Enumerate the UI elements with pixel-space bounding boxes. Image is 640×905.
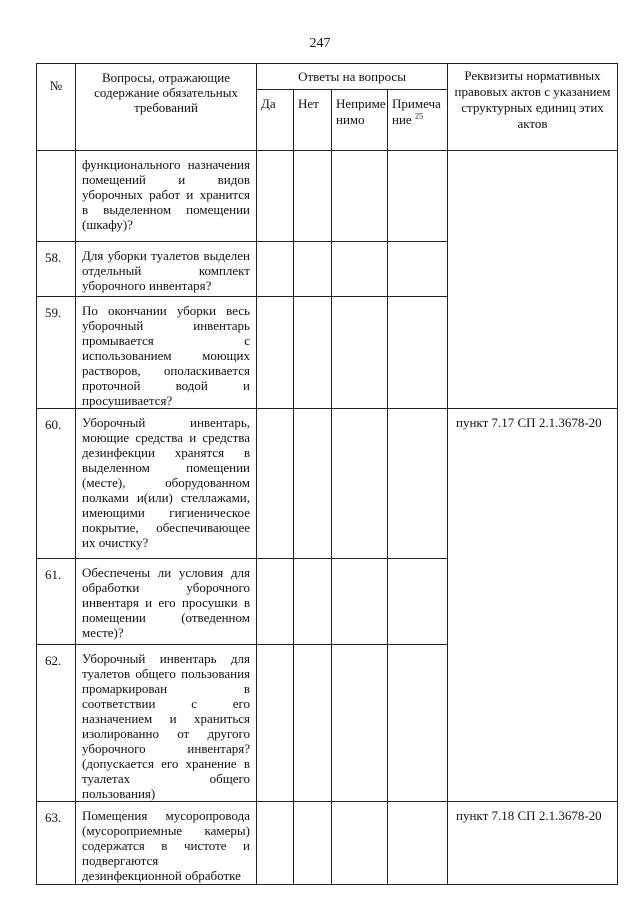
answer-not-applicable-cell[interactable] [332,242,388,297]
row-number: 61. [37,559,76,645]
answer-no-cell[interactable] [294,297,332,409]
checklist-table [36,63,618,885]
row-number [37,151,76,242]
row-question: По окончании уборки весь уборочный инвентарь промывается с использованием моющих растворов, ополаскивается проточной водой и просушивается? [76,297,257,409]
answer-yes-cell[interactable] [257,559,294,645]
answer-not-applicable-cell[interactable] [332,645,388,802]
table-row [37,409,618,559]
header-yes: Да [257,90,294,151]
row-question: Для уборки туалетов выделен отдельный комплект уборочного инвентаря? [76,242,257,297]
answer-note-cell[interactable] [388,242,448,297]
answer-no-cell[interactable] [294,802,332,885]
row-number: 59. [37,297,76,409]
answer-not-applicable-cell[interactable] [332,151,388,242]
answer-note-cell[interactable] [388,297,448,409]
answer-no-cell[interactable] [294,151,332,242]
row-requisites [448,151,618,409]
row-question: Уборочный инвентарь для туалетов общего пользования промаркирован в соответствии с его назначением и храниться изолированно от другого уборочного инвентаря? (допускается его хранение в туалетах общего пользования) [76,645,257,802]
answer-yes-cell[interactable] [257,802,294,885]
row-question: функционального назначения помещений и видов уборочных работ и хранится в выделенном помещении (шкафу)? [76,151,257,242]
answer-no-cell[interactable] [294,645,332,802]
row-number: 62. [37,645,76,802]
answer-yes-cell[interactable] [257,242,294,297]
answer-no-cell[interactable] [294,559,332,645]
answer-no-cell[interactable] [294,409,332,559]
answer-not-applicable-cell[interactable] [332,802,388,885]
row-question: Уборочный инвентарь, моющие средства и средства дезинфекции хранятся в выделенном помещении (месте), оборудованном полками и(или) стеллажами, имеющими гигиеническое покрытие, обеспечивающее их очистку? [76,409,257,559]
answer-note-cell[interactable] [388,559,448,645]
header-number: № [37,64,76,151]
table-row [37,151,618,242]
table-body [37,151,618,885]
answer-note-cell[interactable] [388,151,448,242]
answer-not-applicable-cell[interactable] [332,297,388,409]
row-requisites: пункт 7.18 СП 2.1.3678-20 [448,802,618,885]
table-header [37,64,618,151]
answer-note-cell[interactable] [388,802,448,885]
row-number: 58. [37,242,76,297]
header-answers: Ответы на вопросы [257,64,448,90]
header-requisites: Реквизиты нормативных правовых актов с указанием структурных единиц этих актов [448,64,618,151]
answer-no-cell[interactable] [294,242,332,297]
answer-note-cell[interactable] [388,409,448,559]
answer-yes-cell[interactable] [257,645,294,802]
header-no: Нет [294,90,332,151]
page-number: 247 [309,36,331,51]
answer-yes-cell[interactable] [257,151,294,242]
table-row [37,802,618,885]
answer-yes-cell[interactable] [257,297,294,409]
answer-not-applicable-cell[interactable] [332,559,388,645]
row-number: 63. [37,802,76,885]
answer-not-applicable-cell[interactable] [332,409,388,559]
row-question: Помещения мусоропровода (мусороприемные камеры) содержатся в чистоте и подвергаются дезинфекционной обработке [76,802,257,885]
answer-yes-cell[interactable] [257,409,294,559]
row-number: 60. [37,409,76,559]
header-not-applicable: Неприме нимо [332,90,388,151]
header-questions: Вопросы, отражающие содержание обязательных требований [76,64,257,151]
header-note-label: Примеча ние [392,96,441,127]
row-question: Обеспечены ли условия для обработки уборочного инвентаря и его просушки в помещении (отведенном месте)? [76,559,257,645]
answer-note-cell[interactable] [388,645,448,802]
footnote-marker: 25 [414,111,423,121]
header-note [388,90,448,151]
row-requisites: пункт 7.17 СП 2.1.3678-20 [448,409,618,802]
